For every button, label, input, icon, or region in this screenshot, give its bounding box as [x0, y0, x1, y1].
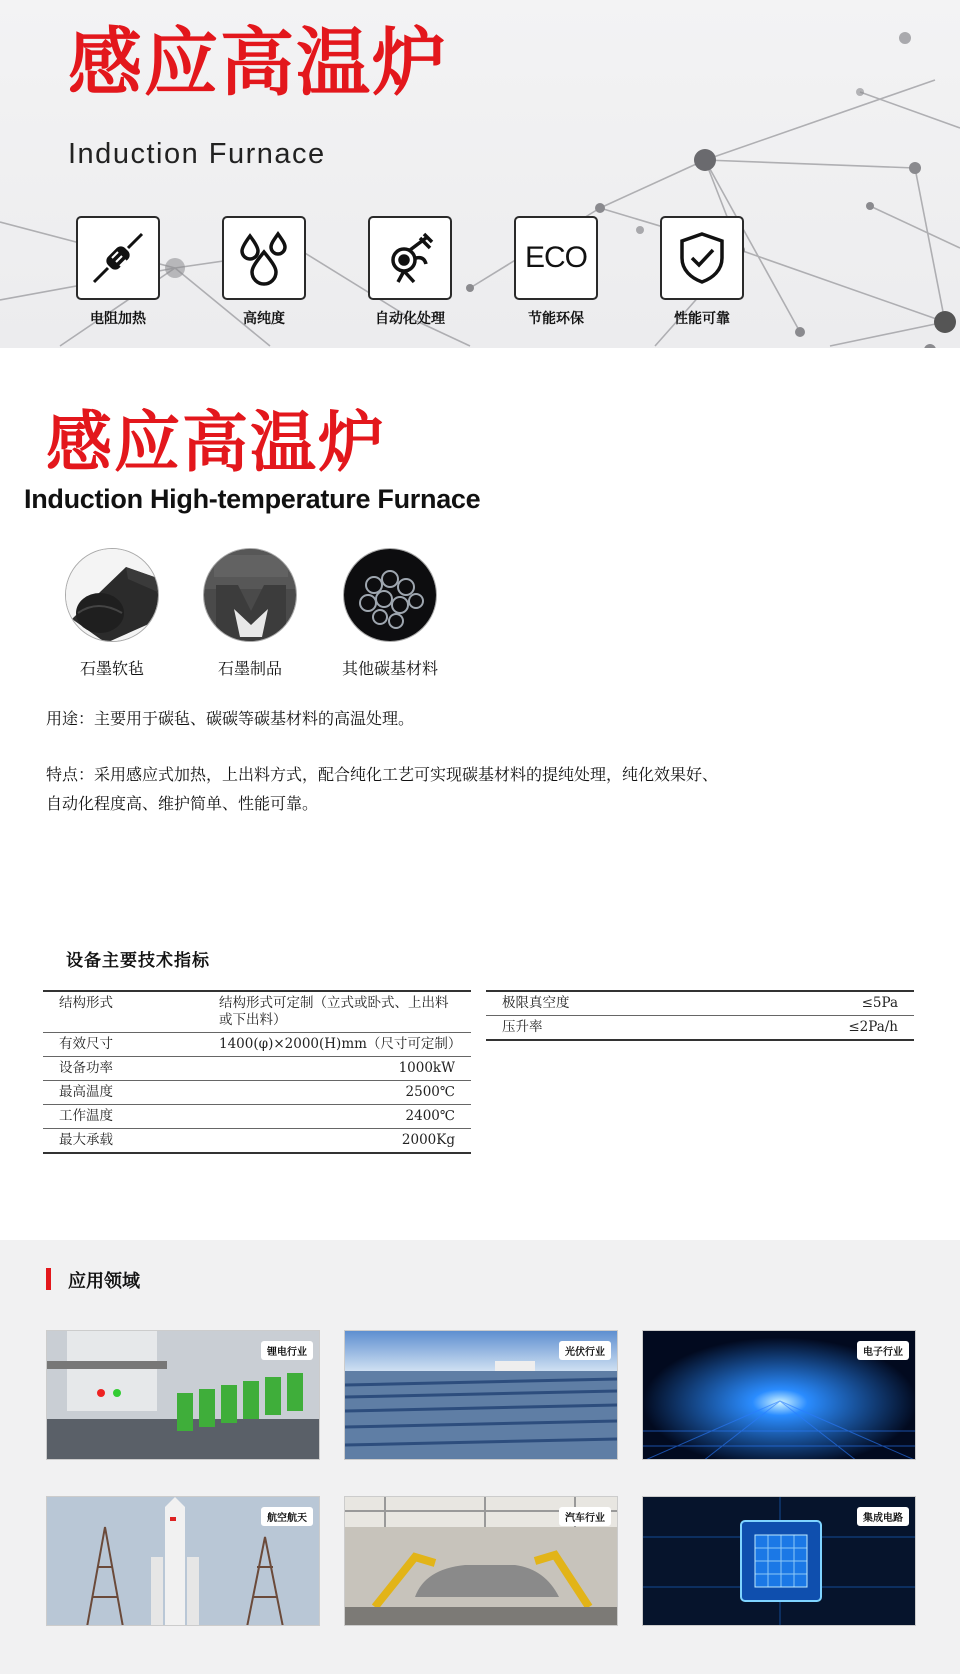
graphite-felt-image: [65, 548, 159, 642]
app-tile-aerospace[interactable]: [46, 1496, 320, 1626]
spec-value: 2500℃: [203, 1081, 471, 1105]
spec-value: ≤2Pa/h: [686, 1016, 914, 1041]
app-tag: 锂电行业: [261, 1341, 313, 1360]
feature-high-purity: [209, 216, 319, 328]
robot-arm-icon: [368, 216, 452, 300]
graphite-product-image: [203, 548, 297, 642]
table-row: [43, 1129, 471, 1154]
spec-value: 2000Kg: [203, 1129, 471, 1154]
spec-name: 设备功率: [43, 1057, 203, 1081]
droplets-icon: [222, 216, 306, 300]
feature-label: 高纯度: [243, 311, 285, 327]
feature-label: 电阻加热: [90, 311, 146, 327]
table-row: [43, 1081, 471, 1105]
app-tile-photovoltaic[interactable]: [344, 1330, 618, 1460]
app-tag: 电子行业: [857, 1341, 909, 1360]
app-tag: 汽车行业: [559, 1507, 611, 1526]
hero-title: 感应高温炉: [68, 20, 448, 106]
material-graphite-felt: [52, 548, 172, 679]
hero-subtitle: Induction Furnace: [68, 138, 326, 170]
feature-eco: [501, 216, 611, 328]
table-row: [486, 1016, 914, 1041]
spec-name: 结构形式: [43, 991, 203, 1033]
spec-value: 1400(φ)×2000(H)mm（尺寸可定制）: [203, 1033, 471, 1057]
spec-name: 压升率: [486, 1016, 686, 1041]
app-tag: 集成电路: [857, 1507, 909, 1526]
material-carbon-based: [330, 548, 450, 679]
material-label: 石墨制品: [217, 659, 282, 678]
spec-name: 有效尺寸: [43, 1033, 203, 1057]
feature-automation: [355, 216, 465, 328]
carbon-material-image: [343, 548, 437, 642]
specs-table-left: [43, 990, 471, 1154]
spec-name: 工作温度: [43, 1105, 203, 1129]
spec-value: 2400℃: [203, 1105, 471, 1129]
spec-name: 极限真空度: [486, 991, 686, 1016]
app-tile-automotive[interactable]: [344, 1496, 618, 1626]
app-tile-lithium[interactable]: [46, 1330, 320, 1460]
material-label: 其他碳基材料: [341, 659, 438, 678]
app-tag: 光伏行业: [559, 1341, 611, 1360]
feature-resistance-heating: [63, 216, 173, 328]
specs-table-right: [486, 990, 914, 1041]
app-tile-integrated-circuit[interactable]: [642, 1496, 916, 1626]
feature-label: 节能环保: [528, 311, 584, 327]
resistor-icon: [76, 216, 160, 300]
table-row: [43, 991, 471, 1033]
specs-title: 设备主要技术指标: [66, 951, 210, 971]
table-row: [43, 1105, 471, 1129]
product-title: 感应高温炉: [46, 404, 386, 481]
spec-name: 最大承载: [43, 1129, 203, 1154]
shield-check-icon: [660, 216, 744, 300]
spec-value: 1000kW: [203, 1057, 471, 1081]
spec-name: 最高温度: [43, 1081, 203, 1105]
table-row: [43, 1033, 471, 1057]
feature-reliable: [647, 216, 757, 328]
material-graphite-products: [190, 548, 310, 679]
features-text-line1: 特点：采用感应式加热，上出料方式，配合纯化工艺可实现碳基材料的提纯处理，纯化效果好、: [46, 765, 719, 784]
usage-text: 用途：主要用于碳毡、碳碳等碳基材料的高温处理。: [46, 709, 415, 728]
app-tag: 航空航天: [261, 1507, 313, 1526]
applications-section: [0, 1240, 960, 1674]
feature-label: 自动化处理: [375, 311, 445, 327]
table-row: [43, 1057, 471, 1081]
table-row: [486, 991, 914, 1016]
hero-banner: [0, 0, 960, 348]
feature-label: 性能可靠: [674, 311, 730, 327]
spec-value: 结构形式可定制（立式或卧式、上出料或下出料）: [203, 991, 471, 1033]
eco-icon: [514, 216, 598, 300]
spec-value: ≤5Pa: [686, 991, 914, 1016]
app-tile-electronics[interactable]: [642, 1330, 916, 1460]
eco-icon-text: ECO: [524, 241, 587, 274]
product-subtitle: Induction High-temperature Furnace: [24, 484, 481, 514]
applications-title: 应用领域: [46, 1267, 140, 1293]
material-label: 石墨软毡: [79, 659, 144, 678]
features-text-line2: 自动化程度高、维护简单、性能可靠。: [46, 794, 319, 813]
